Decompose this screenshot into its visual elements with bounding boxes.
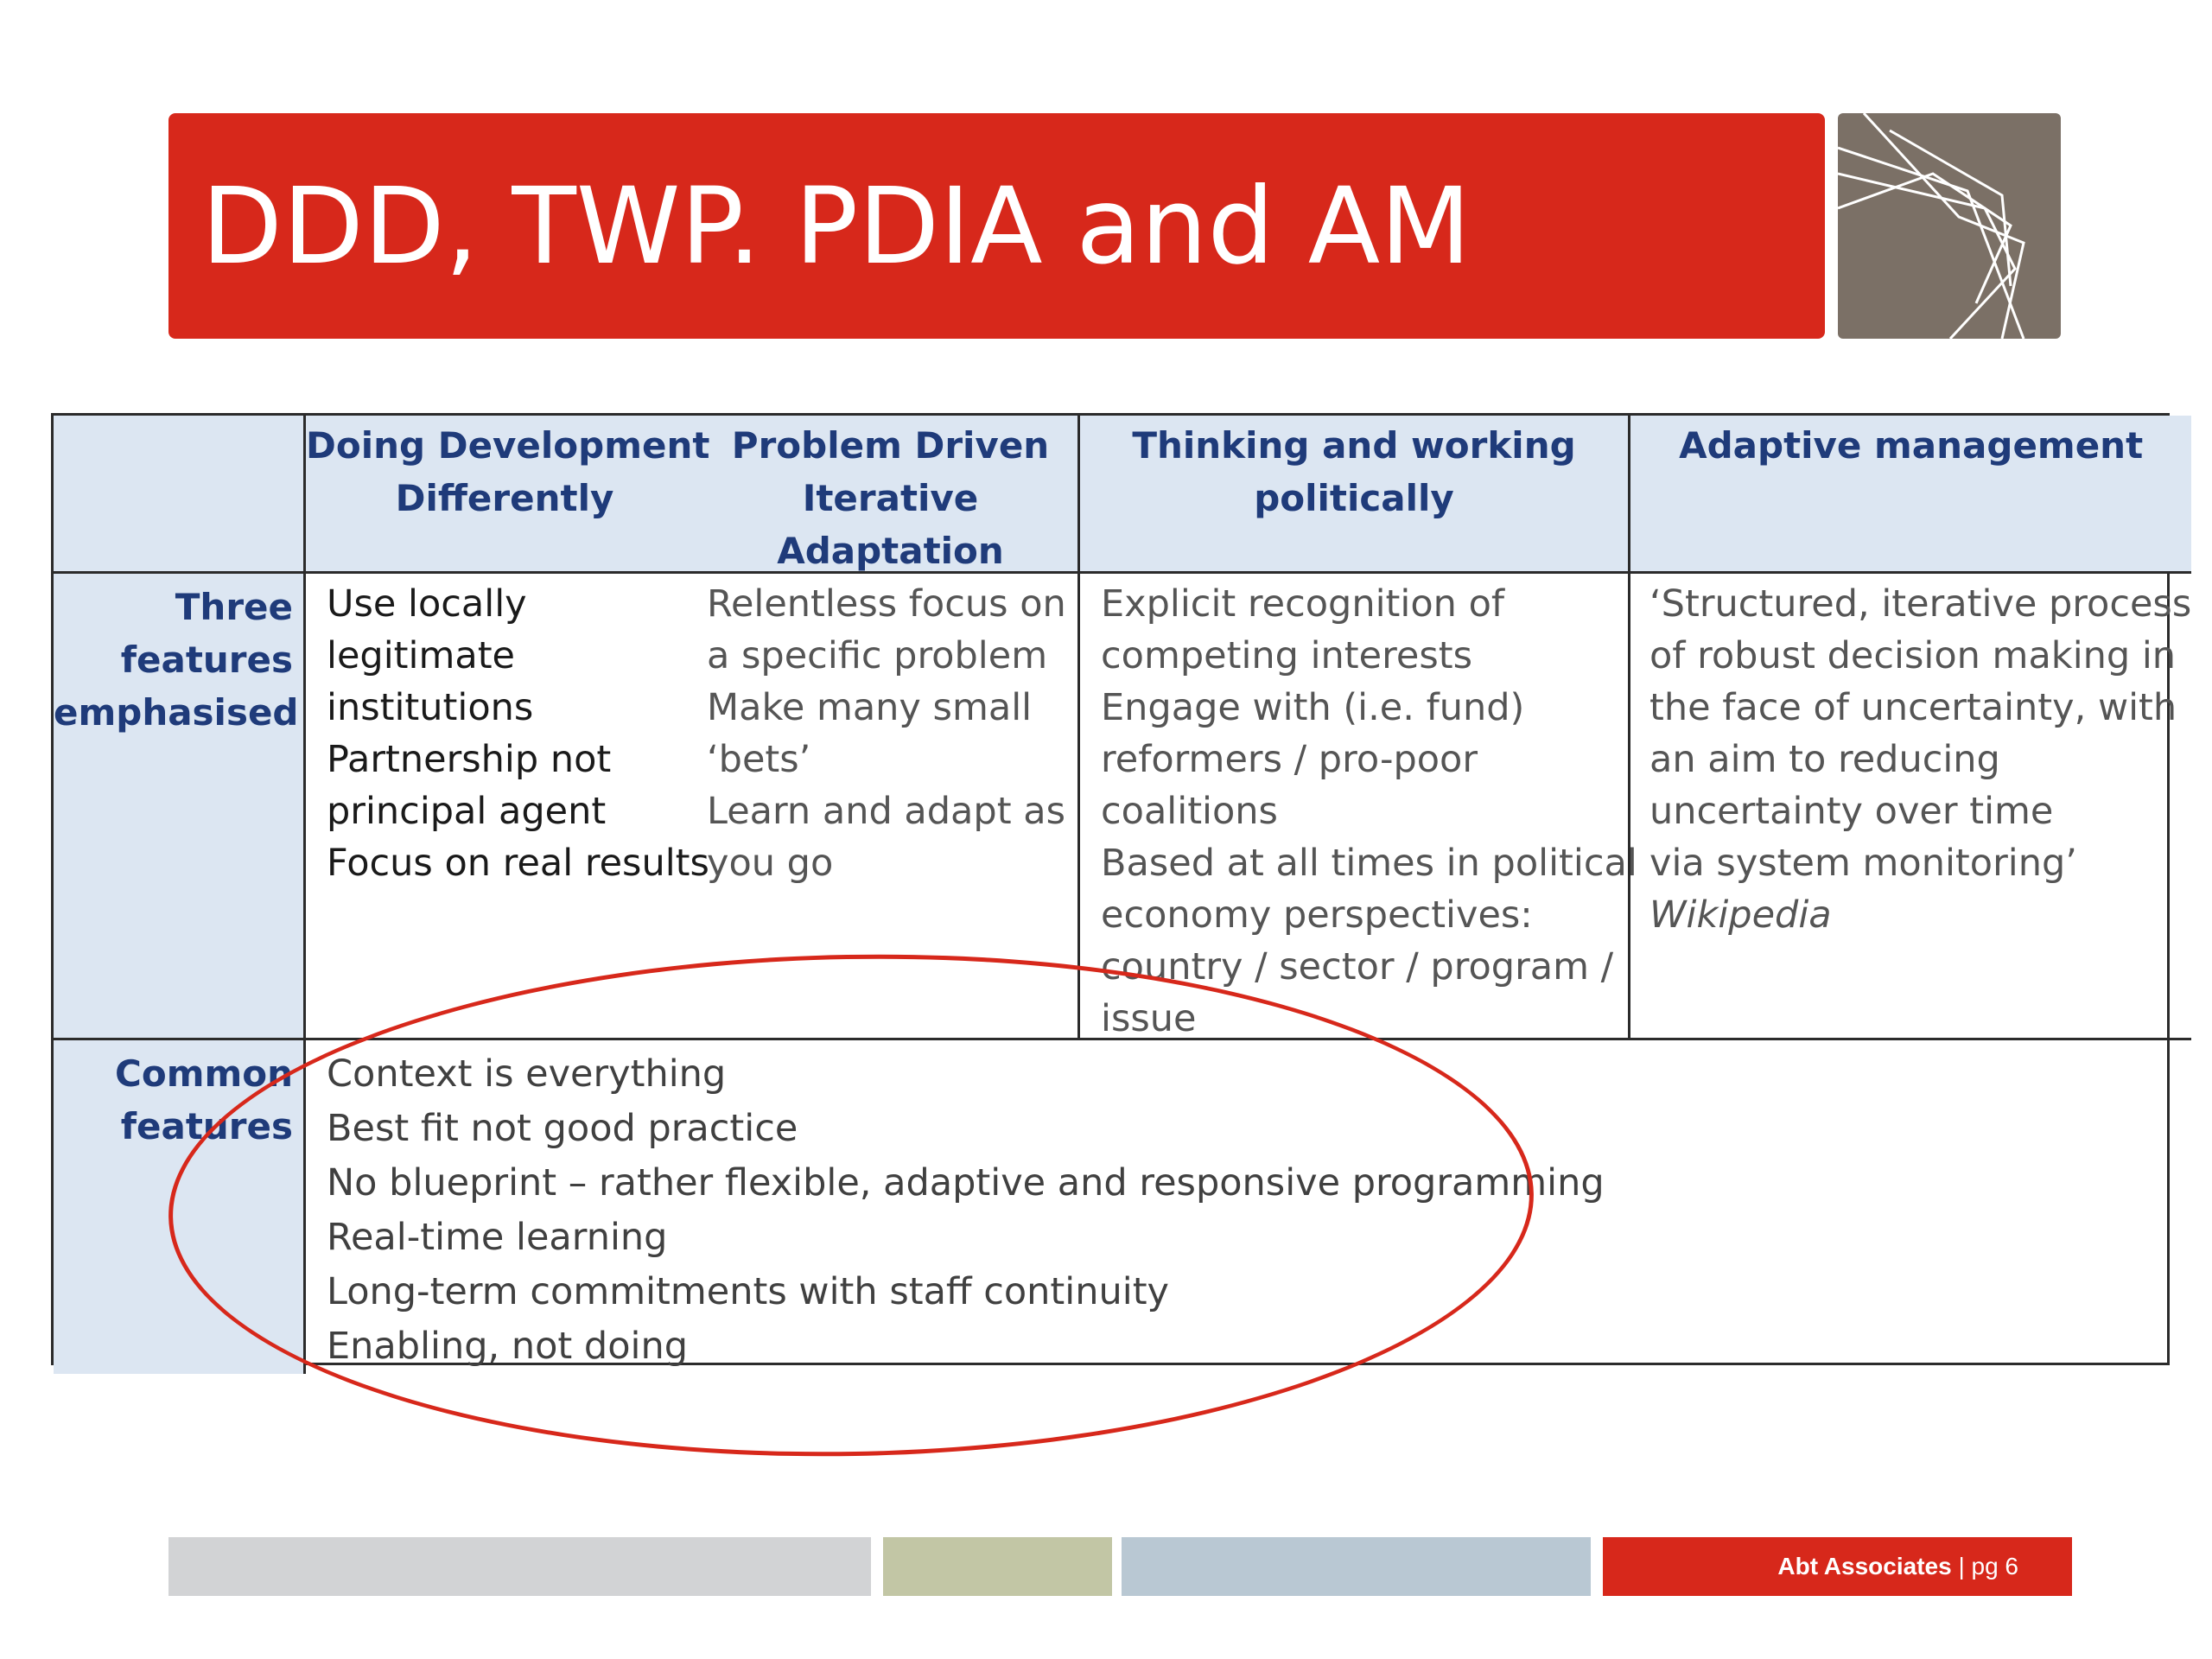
ddd-line: Use locally: [327, 582, 527, 626]
pdia-line: Learn and adapt as: [707, 790, 1065, 833]
ddd-line: Focus on real results: [327, 842, 709, 885]
twp-line: economy perspectives:: [1101, 893, 1533, 937]
slide-title: DDD, TWP. PDIA and AM: [201, 164, 1471, 288]
title-banner: [168, 113, 1825, 339]
header-am: [1628, 416, 2191, 571]
pdia-line: Make many small: [707, 686, 1033, 729]
row-label-three-features: [54, 571, 303, 1038]
header-twp-line2: politically: [1254, 477, 1454, 519]
footer-text: [1777, 1553, 2018, 1580]
am-line: of robust decision making in: [1649, 634, 2177, 677]
row2-label-line1: Common: [115, 1052, 293, 1095]
common-item: Real-time learning: [327, 1216, 668, 1259]
header-twp: [1077, 416, 1628, 571]
ddd-line: Partnership not: [327, 738, 612, 781]
footer-separator: |: [1958, 1553, 1965, 1580]
common-item: Best fit not good practice: [327, 1107, 798, 1150]
header-ddd-line2: Differently: [395, 477, 614, 519]
twp-line: country / sector / program /: [1101, 945, 1614, 988]
logo: [1838, 113, 2061, 339]
pdia-line: a specific problem: [707, 634, 1048, 677]
common-item: Long-term commitments with staff continuity: [327, 1270, 1169, 1313]
header-pdia-line3: Adaptation: [777, 530, 1004, 572]
footer-company: Abt Associates: [1777, 1553, 1952, 1580]
row2-label-line2: features: [120, 1105, 293, 1147]
row1-label-line3: emphasised: [54, 691, 299, 734]
common-item: No blueprint – rather flexible, adaptive and responsive programming: [327, 1161, 1605, 1205]
header-corner: [54, 416, 303, 571]
am-line: the face of uncertainty, with: [1649, 686, 2177, 729]
row1-label-line1: Three: [175, 586, 293, 628]
pdia-line: ‘bets’: [707, 738, 811, 781]
twp-line: Explicit recognition of: [1101, 582, 1505, 626]
header-twp-line1: Thinking and working: [1132, 424, 1576, 467]
common-item: Context is everything: [327, 1052, 727, 1096]
logo-lines-icon: [1838, 113, 2061, 339]
header-pdia-line2: Iterative: [802, 477, 979, 519]
header-ddd-line1: Doing Development: [306, 424, 710, 467]
header-pdia: [703, 416, 1077, 571]
row1-label-line2: features: [120, 639, 293, 681]
common-item: Enabling, not doing: [327, 1325, 689, 1368]
header-pdia-line1: Problem Driven: [731, 424, 1050, 467]
am-line: an aim to reducing: [1649, 738, 2000, 781]
pdia-line: you go: [707, 842, 834, 885]
twp-line: competing interests: [1101, 634, 1472, 677]
cell-twp: [1077, 571, 1637, 1040]
footer-bar-olive: [883, 1537, 1112, 1596]
am-source: Wikipedia: [1649, 893, 1832, 937]
am-line: uncertainty over time: [1649, 790, 2054, 833]
twp-line: coalitions: [1101, 790, 1278, 833]
cell-ddd: [306, 574, 709, 1038]
footer-bar-blue: [1122, 1537, 1591, 1596]
footer-bar-red: [1603, 1537, 2072, 1596]
twp-line: Engage with (i.e. fund): [1101, 686, 1525, 729]
twp-line: issue: [1101, 997, 1197, 1040]
am-line: via system monitoring’: [1649, 842, 2077, 885]
pdia-line: Relentless focus on: [707, 582, 1066, 626]
header-ddd: [306, 416, 710, 571]
twp-line: reformers / pro-poor: [1101, 738, 1478, 781]
ddd-line: principal agent: [327, 790, 607, 833]
twp-line: Based at all times in political: [1101, 842, 1637, 885]
footer-bar-gray: [168, 1537, 871, 1596]
ddd-line: institutions: [327, 686, 534, 729]
header-ddd-pdia: [303, 416, 1077, 571]
cell-am: [1628, 571, 2191, 1038]
footer-page-number: pg 6: [1971, 1553, 2018, 1580]
am-line: ‘Structured, iterative process: [1649, 582, 2192, 626]
header-am-line1: Adaptive management: [1679, 424, 2144, 467]
ddd-line: legitimate: [327, 634, 516, 677]
